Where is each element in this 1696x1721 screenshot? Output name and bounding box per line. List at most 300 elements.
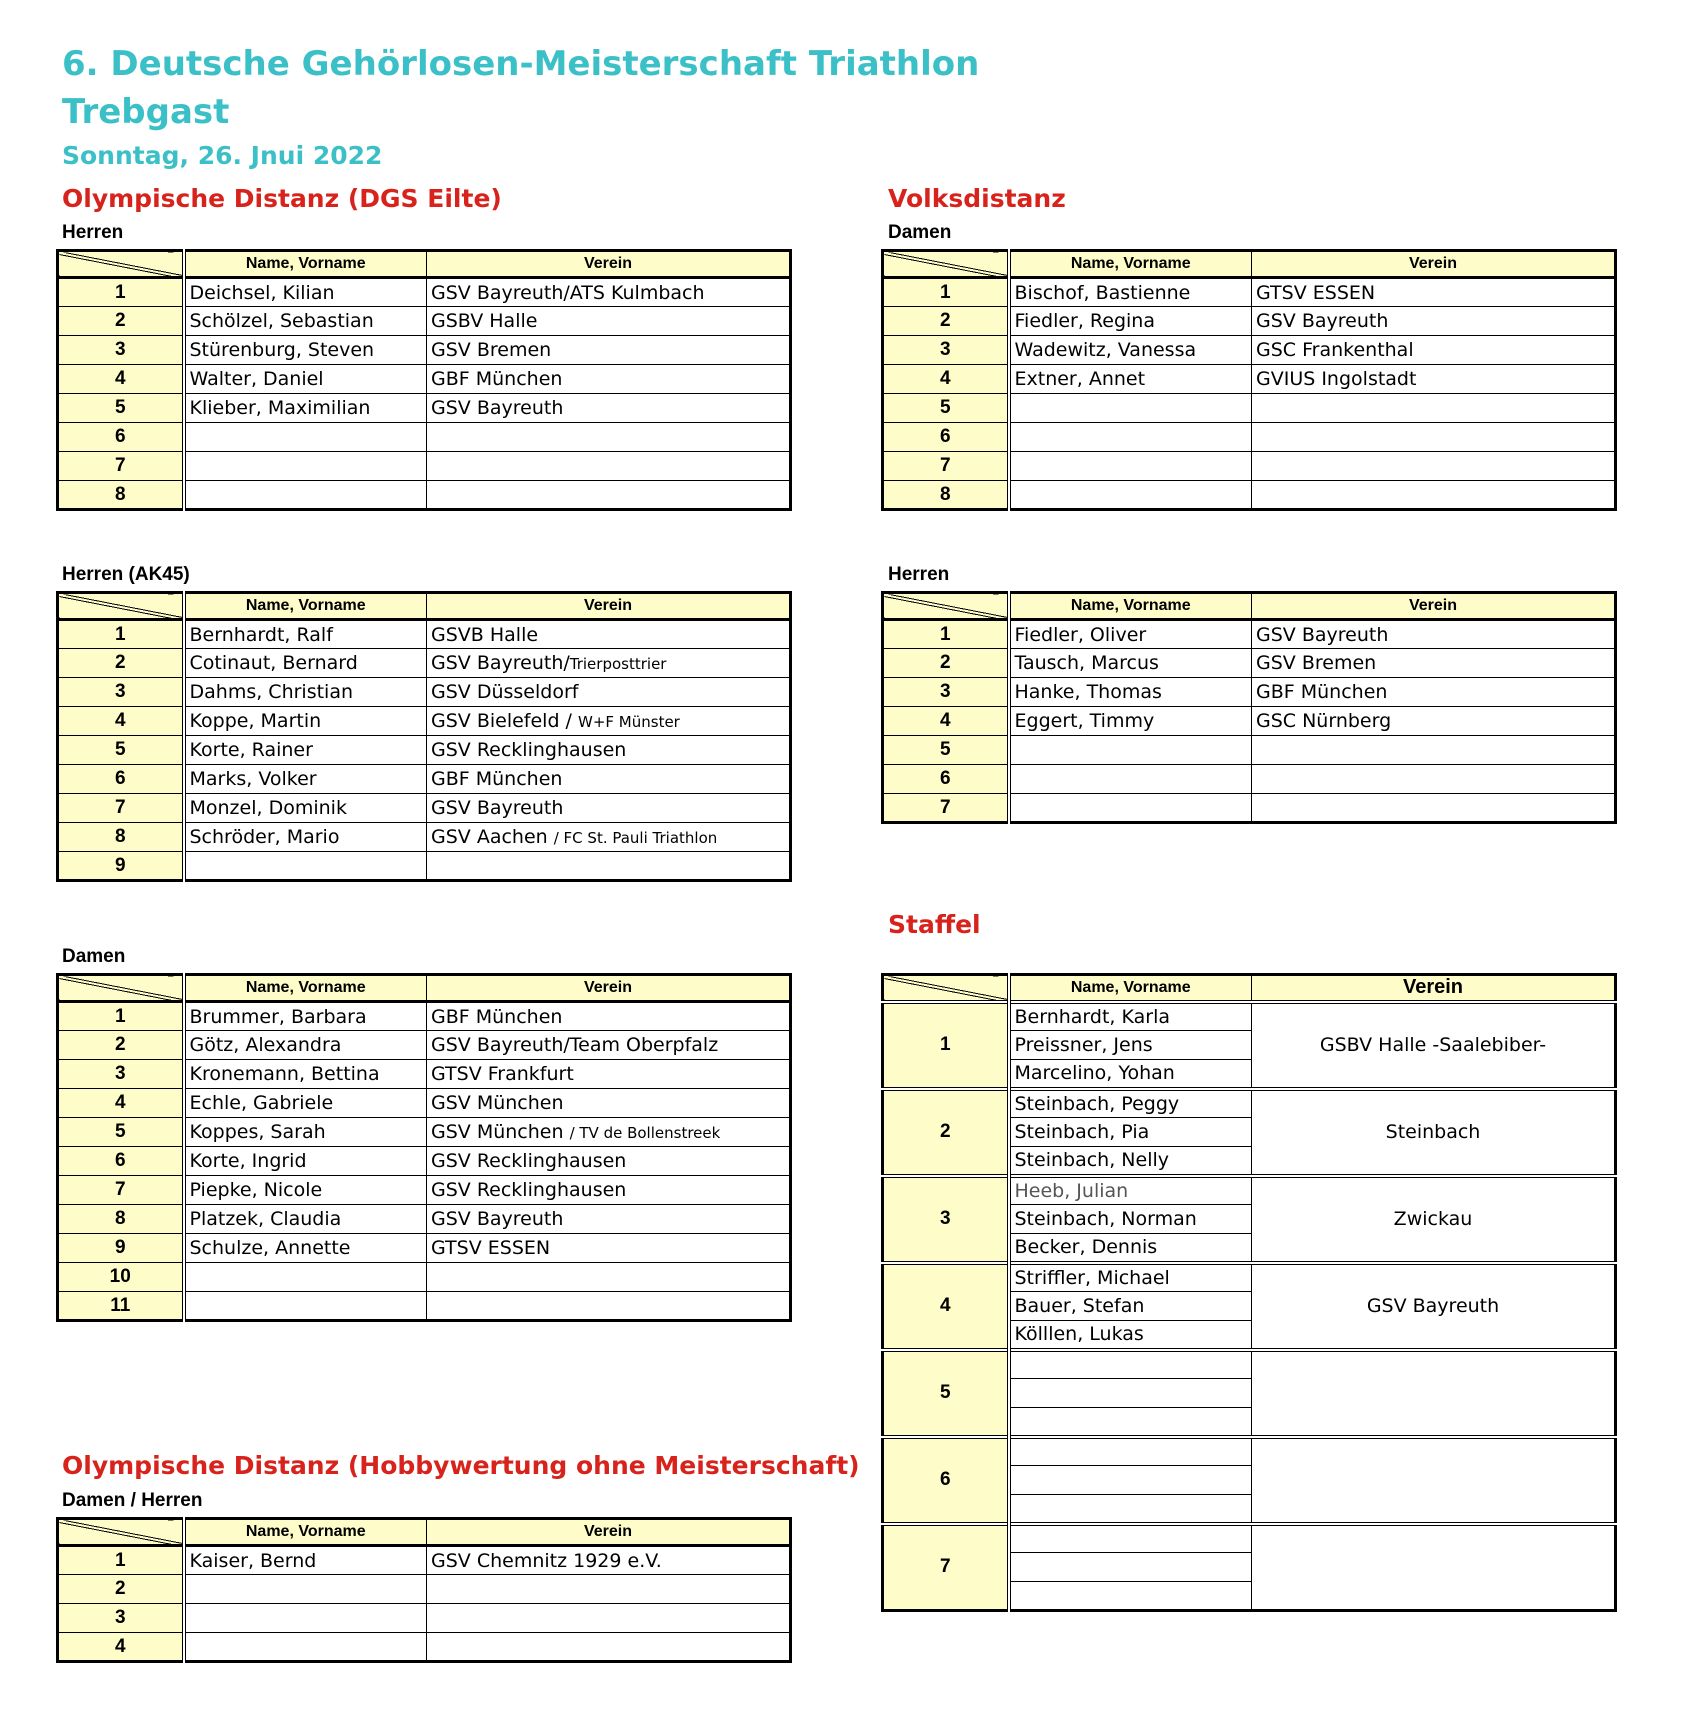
- team-number: 6: [883, 1437, 1009, 1524]
- table-row: [883, 394, 1616, 423]
- club-name: GSV München: [431, 1092, 564, 1114]
- athlete-name: Tausch, Marcus: [1009, 649, 1252, 678]
- table-row: [58, 1292, 791, 1321]
- club-cell: [1252, 620, 1616, 649]
- athlete-name: Schulze, Annette: [184, 1234, 427, 1263]
- row-number: 3: [58, 1604, 184, 1633]
- page-date: Sonntag, 26. Jnui 2022: [62, 141, 383, 170]
- club-name: GTSV ESSEN: [431, 1237, 551, 1259]
- club-name: GSV Recklinghausen: [431, 739, 627, 761]
- athlete-name: Koppes, Sarah: [184, 1118, 427, 1147]
- table-row: [883, 1524, 1616, 1553]
- row-number: 2: [58, 1575, 184, 1604]
- club-cell: [427, 1633, 791, 1662]
- subtitle-olympic-herren: Herren: [62, 222, 124, 243]
- club-name: GSV Aachen: [431, 826, 554, 848]
- club-cell: [427, 1118, 791, 1147]
- table-volks-herren: [881, 591, 1617, 824]
- table-row: [58, 736, 791, 765]
- row-number: 3: [58, 678, 184, 707]
- athlete-name: Schölzel, Sebastian: [184, 307, 427, 336]
- club-cell: [427, 1031, 791, 1060]
- club-extra: Trierposttrier: [569, 655, 667, 673]
- club-cell: [427, 452, 791, 481]
- column-header-club: Verein: [427, 593, 791, 620]
- table-row: [883, 307, 1616, 336]
- table-row: [883, 620, 1616, 649]
- row-number: 1: [883, 278, 1009, 307]
- row-number: 7: [58, 794, 184, 823]
- club-name: GSC Frankenthal: [1256, 339, 1414, 361]
- subtitle-olympic-damen: Damen: [62, 946, 126, 967]
- row-number: 8: [883, 481, 1009, 510]
- table-row: [58, 765, 791, 794]
- team-club: [1252, 1437, 1616, 1524]
- team-number: 7: [883, 1524, 1009, 1611]
- club-cell: [427, 1234, 791, 1263]
- athlete-name: Bischof, Bastienne: [1009, 278, 1252, 307]
- athlete-name: [1009, 794, 1252, 823]
- table-header-row: [883, 975, 1616, 1002]
- team-member-name: Bauer, Stefan: [1009, 1292, 1252, 1321]
- table-row: [883, 336, 1616, 365]
- row-number: 1: [58, 620, 184, 649]
- table-row: [58, 823, 791, 852]
- team-member-name: [1009, 1408, 1252, 1437]
- club-cell: [427, 765, 791, 794]
- table-row: [883, 423, 1616, 452]
- athlete-name: [1009, 736, 1252, 765]
- athlete-name: Marks, Volker: [184, 765, 427, 794]
- table-staffel: [881, 973, 1617, 1612]
- club-name: GSV Düsseldorf: [431, 681, 579, 703]
- table-row: [883, 707, 1616, 736]
- club-name: GSVB Halle: [431, 623, 539, 646]
- club-name: GSV Bayreuth/ATS Kulmbach: [431, 281, 705, 304]
- club-cell: [1252, 278, 1616, 307]
- table-row: [58, 365, 791, 394]
- table-row: [58, 423, 791, 452]
- table-olympic-herren: [56, 249, 792, 511]
- row-number: 1: [58, 1002, 184, 1031]
- athlete-name: [184, 1604, 427, 1633]
- subtitle-volks-damen: Damen: [888, 222, 952, 243]
- club-cell: [427, 1604, 791, 1633]
- athlete-name: Extner, Annet: [1009, 365, 1252, 394]
- athlete-name: Echle, Gabriele: [184, 1089, 427, 1118]
- corner-cell: [58, 251, 184, 278]
- table-row: [58, 620, 791, 649]
- table-volks-damen: [881, 249, 1617, 511]
- table-row: [58, 1176, 791, 1205]
- table-row: [58, 1205, 791, 1234]
- club-cell: [1252, 307, 1616, 336]
- athlete-name: [184, 1292, 427, 1321]
- table-header-row: [883, 251, 1616, 278]
- club-cell: [427, 1263, 791, 1292]
- team-member-name: Striffler, Michael: [1009, 1263, 1252, 1292]
- athlete-name: [184, 1575, 427, 1604]
- athlete-name: Deichsel, Kilian: [184, 278, 427, 307]
- row-number: 10: [58, 1263, 184, 1292]
- table-row: [58, 1002, 791, 1031]
- team-member-name: Bernhardt, Karla: [1009, 1002, 1252, 1031]
- table-header-row: [58, 1519, 791, 1546]
- athlete-name: Koppe, Martin: [184, 707, 427, 736]
- table-header-row: [58, 251, 791, 278]
- table-row: [58, 794, 791, 823]
- athlete-name: Götz, Alexandra: [184, 1031, 427, 1060]
- club-name: GSV Bayreuth/Team Oberpfalz: [431, 1034, 719, 1056]
- table-row: [58, 1089, 791, 1118]
- club-cell: [427, 1292, 791, 1321]
- row-number: 2: [883, 307, 1009, 336]
- row-number: 1: [58, 278, 184, 307]
- column-header-name: Name, Vorname: [184, 975, 427, 1002]
- club-cell: [1252, 707, 1616, 736]
- athlete-name: [184, 423, 427, 452]
- club-cell: [1252, 794, 1616, 823]
- team-member-name: [1009, 1495, 1252, 1524]
- club-cell: [427, 794, 791, 823]
- team-member-name: Steinbach, Pia: [1009, 1118, 1252, 1147]
- team-member-name: [1009, 1466, 1252, 1495]
- club-cell: [427, 336, 791, 365]
- team-member-name: Preissner, Jens: [1009, 1031, 1252, 1060]
- team-member-name: Steinbach, Norman: [1009, 1205, 1252, 1234]
- athlete-name: Stürenburg, Steven: [184, 336, 427, 365]
- column-header-name: Name, Vorname: [1009, 251, 1252, 278]
- subtitle-hobby: Damen / Herren: [62, 1490, 203, 1511]
- table-row: [58, 852, 791, 881]
- table-hobby: [56, 1517, 792, 1663]
- athlete-name: Korte, Rainer: [184, 736, 427, 765]
- club-name: GSV Bayreuth: [1256, 623, 1389, 646]
- club-extra: W+F Münster: [578, 713, 680, 731]
- page-title: 6. Deutsche Gehörlosen-Meisterschaft Triathlon: [62, 44, 980, 84]
- row-number: 1: [58, 1546, 184, 1575]
- row-number: 9: [58, 852, 184, 881]
- row-number: 11: [58, 1292, 184, 1321]
- team-club: Steinbach: [1252, 1089, 1616, 1176]
- club-cell: [427, 365, 791, 394]
- club-cell: [427, 1089, 791, 1118]
- athlete-name: [1009, 765, 1252, 794]
- column-header-club: Verein: [427, 1519, 791, 1546]
- team-member-name: [1009, 1524, 1252, 1553]
- club-cell: [1252, 736, 1616, 765]
- club-extra: / TV de Bollenstreek: [569, 1124, 721, 1142]
- corner-cell: [58, 1519, 184, 1546]
- athlete-name: Korte, Ingrid: [184, 1147, 427, 1176]
- subtitle-volks-herren: Herren: [888, 564, 950, 585]
- athlete-name: [1009, 394, 1252, 423]
- row-number: 5: [58, 394, 184, 423]
- athlete-name: Cotinaut, Bernard: [184, 649, 427, 678]
- table-row: [883, 678, 1616, 707]
- club-name: GTSV Frankfurt: [431, 1063, 574, 1085]
- row-number: 2: [58, 649, 184, 678]
- column-header-name: Name, Vorname: [184, 1519, 427, 1546]
- club-name: GSV Bayreuth/: [431, 652, 570, 674]
- club-cell: [427, 1002, 791, 1031]
- club-cell: [1252, 678, 1616, 707]
- club-cell: [1252, 423, 1616, 452]
- club-name: GBF München: [1256, 681, 1388, 703]
- table-row: [883, 765, 1616, 794]
- table-row: [58, 1031, 791, 1060]
- row-number: 2: [58, 307, 184, 336]
- athlete-name: Bernhardt, Ralf: [184, 620, 427, 649]
- club-name: GBF München: [431, 368, 563, 390]
- column-header-name: Name, Vorname: [184, 593, 427, 620]
- row-number: 5: [883, 736, 1009, 765]
- team-number: 4: [883, 1263, 1009, 1350]
- club-cell: [1252, 481, 1616, 510]
- table-row: [58, 394, 791, 423]
- team-number: 1: [883, 1002, 1009, 1089]
- team-member-name: Marcelino, Yohan: [1009, 1060, 1252, 1089]
- athlete-name: Kronemann, Bettina: [184, 1060, 427, 1089]
- row-number: 4: [883, 707, 1009, 736]
- table-row: [883, 452, 1616, 481]
- club-name: GSV München: [431, 1121, 570, 1143]
- club-name: GSV Bremen: [431, 339, 552, 361]
- table-row: [58, 481, 791, 510]
- column-header-club: Verein: [427, 251, 791, 278]
- row-number: 5: [883, 394, 1009, 423]
- team-club: [1252, 1350, 1616, 1437]
- row-number: 4: [883, 365, 1009, 394]
- row-number: 3: [883, 336, 1009, 365]
- row-number: 3: [883, 678, 1009, 707]
- row-number: 3: [58, 1060, 184, 1089]
- table-row: [58, 1546, 791, 1575]
- athlete-name: Monzel, Dominik: [184, 794, 427, 823]
- club-cell: [427, 1176, 791, 1205]
- column-header-club: Verein: [1252, 593, 1616, 620]
- row-number: 6: [58, 423, 184, 452]
- club-cell: [427, 852, 791, 881]
- club-extra: / FC St. Pauli Triathlon: [553, 829, 718, 847]
- team-member-name: Kölllen, Lukas: [1009, 1321, 1252, 1350]
- table-row: [883, 1437, 1616, 1466]
- athlete-name: [184, 452, 427, 481]
- club-name: GBF München: [431, 768, 563, 790]
- club-cell: [1252, 365, 1616, 394]
- table-row: [883, 365, 1616, 394]
- row-number: 1: [883, 620, 1009, 649]
- table-row: [883, 481, 1616, 510]
- club-name: GSV Bielefeld /: [431, 710, 578, 732]
- club-cell: [427, 394, 791, 423]
- athlete-name: Hanke, Thomas: [1009, 678, 1252, 707]
- row-number: 4: [58, 707, 184, 736]
- club-name: GSV Bremen: [1256, 652, 1377, 674]
- row-number: 4: [58, 1089, 184, 1118]
- club-cell: [427, 649, 791, 678]
- club-cell: [427, 678, 791, 707]
- club-cell: [427, 1546, 791, 1575]
- club-cell: [427, 423, 791, 452]
- table-row: [58, 1147, 791, 1176]
- club-cell: [427, 736, 791, 765]
- table-header-row: [58, 593, 791, 620]
- club-name: GSBV Halle: [431, 310, 538, 332]
- athlete-name: Fiedler, Oliver: [1009, 620, 1252, 649]
- club-cell: [427, 307, 791, 336]
- table-row: [58, 1118, 791, 1147]
- team-club: [1252, 1524, 1616, 1611]
- athlete-name: [1009, 423, 1252, 452]
- table-row: [58, 1633, 791, 1662]
- club-cell: [1252, 649, 1616, 678]
- subtitle-olympic-herren-ak45: Herren (AK45): [62, 564, 190, 585]
- corner-cell: [883, 975, 1009, 1002]
- club-cell: [427, 707, 791, 736]
- table-row: [58, 707, 791, 736]
- corner-cell: [883, 593, 1009, 620]
- row-number: 4: [58, 365, 184, 394]
- team-number: 2: [883, 1089, 1009, 1176]
- club-cell: [1252, 394, 1616, 423]
- table-olympic-damen: [56, 973, 792, 1322]
- athlete-name: Kaiser, Bernd: [184, 1546, 427, 1575]
- club-cell: [427, 1205, 791, 1234]
- team-member-name: Steinbach, Nelly: [1009, 1147, 1252, 1176]
- athlete-name: [1009, 481, 1252, 510]
- table-header-row: [58, 975, 791, 1002]
- club-cell: [1252, 336, 1616, 365]
- athlete-name: [1009, 452, 1252, 481]
- club-name: GBF München: [431, 1005, 563, 1028]
- athlete-name: Klieber, Maximilian: [184, 394, 427, 423]
- table-row: [883, 1263, 1616, 1292]
- section-title-volks: Volksdistanz: [888, 184, 1066, 213]
- table-row: [883, 736, 1616, 765]
- corner-cell: [58, 975, 184, 1002]
- team-member-name: [1009, 1437, 1252, 1466]
- row-number: 8: [58, 823, 184, 852]
- table-row: [58, 1234, 791, 1263]
- club-name: GSV Recklinghausen: [431, 1150, 627, 1172]
- team-number: 5: [883, 1350, 1009, 1437]
- athlete-name: [184, 481, 427, 510]
- row-number: 8: [58, 1205, 184, 1234]
- row-number: 5: [58, 1118, 184, 1147]
- club-cell: [427, 823, 791, 852]
- section-title-olympic: Olympische Distanz (DGS Eilte): [62, 184, 502, 213]
- club-name: GSC Nürnberg: [1256, 710, 1392, 732]
- team-member-name: Heeb, Julian: [1009, 1176, 1252, 1205]
- athlete-name: [184, 1633, 427, 1662]
- team-club: GSBV Halle -Saalebiber-: [1252, 1002, 1616, 1089]
- club-name: GSV Bayreuth: [431, 797, 564, 819]
- club-name: GSV Bayreuth: [431, 397, 564, 419]
- club-name: GVIUS Ingolstadt: [1256, 368, 1417, 390]
- row-number: 7: [58, 452, 184, 481]
- column-header-name: Name, Vorname: [184, 251, 427, 278]
- team-member-name: [1009, 1350, 1252, 1379]
- row-number: 4: [58, 1633, 184, 1662]
- club-cell: [1252, 765, 1616, 794]
- section-title-staffel: Staffel: [888, 910, 981, 939]
- row-number: 5: [58, 736, 184, 765]
- club-name: GSV Bayreuth: [431, 1208, 564, 1230]
- athlete-name: Eggert, Timmy: [1009, 707, 1252, 736]
- athlete-name: Wadewitz, Vanessa: [1009, 336, 1252, 365]
- table-row: [883, 649, 1616, 678]
- row-number: 6: [58, 765, 184, 794]
- column-header-club: Verein: [1252, 975, 1616, 1002]
- team-member-name: [1009, 1379, 1252, 1408]
- table-olympic-herren-ak45: [56, 591, 792, 882]
- club-cell: [427, 620, 791, 649]
- table-row: [58, 1604, 791, 1633]
- column-header-name: Name, Vorname: [1009, 593, 1252, 620]
- club-name: GSV Bayreuth: [1256, 310, 1389, 332]
- row-number: 7: [58, 1176, 184, 1205]
- team-member-name: [1009, 1553, 1252, 1582]
- athlete-name: [184, 852, 427, 881]
- athlete-name: [184, 1263, 427, 1292]
- athlete-name: Schröder, Mario: [184, 823, 427, 852]
- table-row: [58, 452, 791, 481]
- row-number: 8: [58, 481, 184, 510]
- table-header-row: [883, 593, 1616, 620]
- team-member-name: Becker, Dennis: [1009, 1234, 1252, 1263]
- team-number: 3: [883, 1176, 1009, 1263]
- table-row: [883, 1002, 1616, 1031]
- club-name: GSV Chemnitz 1929 e.V.: [431, 1549, 662, 1572]
- athlete-name: Dahms, Christian: [184, 678, 427, 707]
- club-cell: [427, 1575, 791, 1604]
- table-row: [883, 794, 1616, 823]
- row-number: 2: [883, 649, 1009, 678]
- team-member-name: [1009, 1582, 1252, 1611]
- table-row: [58, 307, 791, 336]
- row-number: 6: [58, 1147, 184, 1176]
- row-number: 6: [883, 765, 1009, 794]
- table-row: [883, 1176, 1616, 1205]
- team-club: GSV Bayreuth: [1252, 1263, 1616, 1350]
- page-location: Trebgast: [62, 92, 230, 132]
- club-name: GTSV ESSEN: [1256, 281, 1376, 304]
- table-row: [58, 678, 791, 707]
- club-cell: [427, 1147, 791, 1176]
- column-header-name: Name, Vorname: [1009, 975, 1252, 1002]
- table-row: [883, 278, 1616, 307]
- column-header-club: Verein: [1252, 251, 1616, 278]
- team-club: Zwickau: [1252, 1176, 1616, 1263]
- table-row: [58, 1060, 791, 1089]
- row-number: 7: [883, 794, 1009, 823]
- table-row: [58, 649, 791, 678]
- section-title-hobby: Olympische Distanz (Hobbywertung ohne Meisterschaft): [62, 1451, 860, 1480]
- table-row: [883, 1350, 1616, 1379]
- column-header-club: Verein: [427, 975, 791, 1002]
- table-row: [58, 1575, 791, 1604]
- table-row: [883, 1089, 1616, 1118]
- athlete-name: Piepke, Nicole: [184, 1176, 427, 1205]
- club-cell: [427, 278, 791, 307]
- club-cell: [427, 481, 791, 510]
- row-number: 2: [58, 1031, 184, 1060]
- row-number: 9: [58, 1234, 184, 1263]
- athlete-name: Platzek, Claudia: [184, 1205, 427, 1234]
- table-row: [58, 1263, 791, 1292]
- corner-cell: [58, 593, 184, 620]
